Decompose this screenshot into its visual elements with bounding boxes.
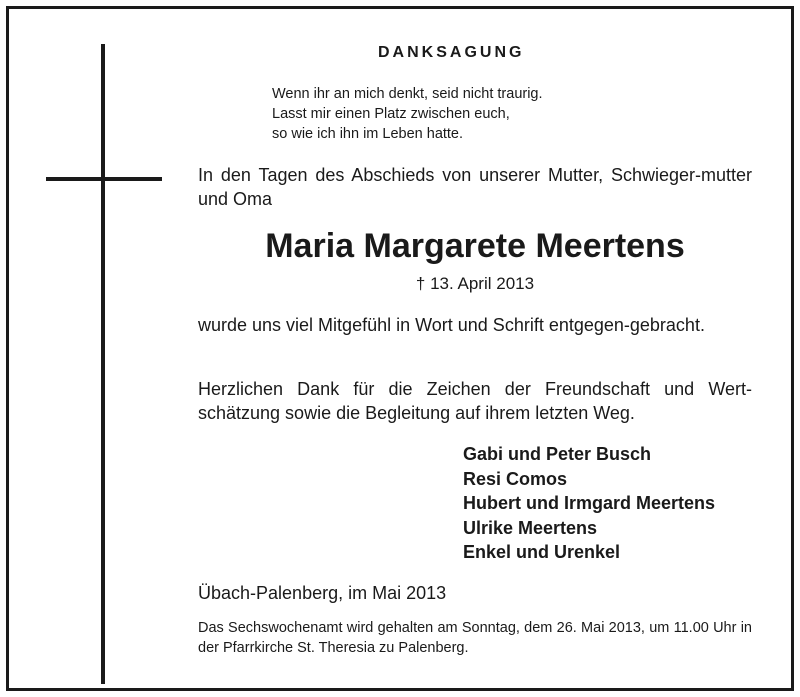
cross-icon-vertical-bar <box>101 44 105 684</box>
poem-line: so wie ich ihn im Leben hatte. <box>272 126 464 142</box>
notice-title: DANKSAGUNG <box>378 44 525 61</box>
poem-line: Wenn ihr an mich denkt, seid nicht traurig. <box>272 86 543 102</box>
death-date: † 13. April 2013 <box>415 274 535 293</box>
deceased-name: Maria Margarete Meertens <box>265 227 685 265</box>
place-date: Übach-Palenberg, im Mai 2013 <box>198 583 447 603</box>
intro-text: In den Tagen des Abschieds von unserer Mutter, Schwieger-mutter und Oma <box>198 165 752 209</box>
mourner: Gabi und Peter Busch <box>463 444 652 464</box>
service-note: Das Sechswochenamt wird gehalten am Sonntag, dem 26. Mai 2013, um 11.00 Uhr in der Pfarrkirche St. Theresia zu Palenberg. <box>198 620 752 656</box>
thanks-text: Herzlichen Dank für die Zeichen der Freundschaft und Wert-schätzung sowie die Begleitung auf ihrem letzten Weg. <box>198 379 752 423</box>
cross-icon-horizontal-bar <box>46 177 162 181</box>
poem <box>272 84 632 144</box>
poem-line: Lasst mir einen Platz zwischen euch, <box>272 106 510 122</box>
sympathy-text: wurde uns viel Mitgefühl in Wort und Schrift entgegen-gebracht. <box>198 315 705 335</box>
mourner: Enkel und Urenkel <box>463 542 621 562</box>
mourner: Hubert und Irmgard Meertens <box>463 493 716 513</box>
mourners-list <box>463 442 715 565</box>
mourner: Resi Comos <box>463 468 568 489</box>
mourner: Ulrike Meertens <box>463 517 598 538</box>
